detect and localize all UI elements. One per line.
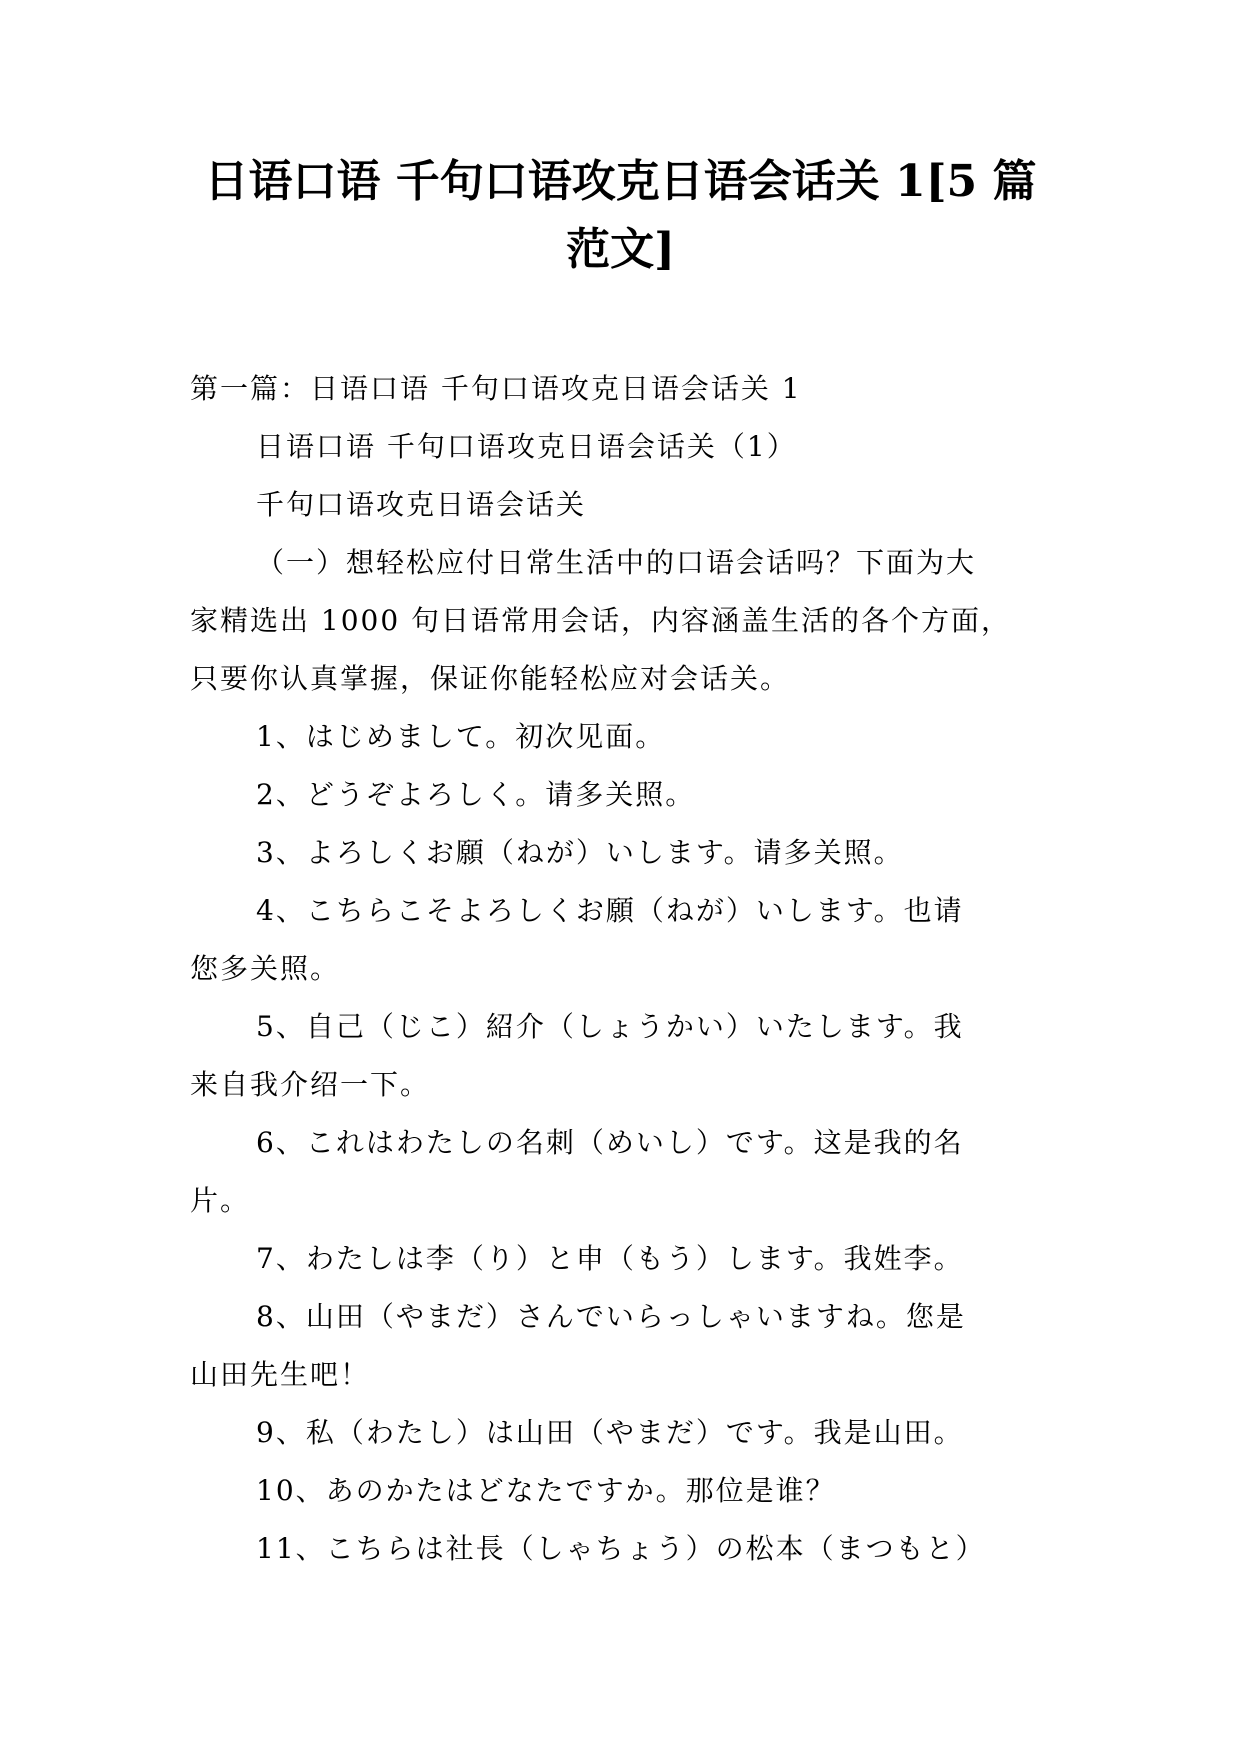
body-line-15: 片。 [190,1184,251,1217]
body-line-12: 5、自己（じこ）紹介（しょうかい）いたします。我 [256,1010,964,1043]
body-line-18: 山田先生吧！ [190,1358,371,1391]
body-line-10: 4、こちらこそよろしくお願（ねが）いします。也请 [256,894,964,927]
body-line-8: 2、どうぞよろしく。请多关照。 [256,778,696,811]
body-line-16: 7、わたしは李（り）と申（もう）します。我姓李。 [256,1242,964,1275]
body-line-6: 只要你认真掌握，保证你能轻松应对会话关。 [190,662,791,695]
body-line-5: 家精选出 1000 句日语常用会话，内容涵盖生活的各个方面， [190,604,1012,637]
body-line-1: 第一篇：日语口语 千句口语攻克日语会话关 1 [190,372,802,405]
body-line-3: 千句口语攻克日语会话关 [256,488,587,521]
body-line-20: 10、あのかたはどなたですか。那位是谁？ [256,1474,836,1507]
document-title-line-1: 日语口语 千句口语攻克日语会话关 1[5 篇 [204,156,1037,207]
body-line-13: 来自我介绍一下。 [190,1068,431,1101]
body-line-14: 6、これはわたしの名刺（めいし）です。这是我的名 [256,1126,964,1159]
body-line-19: 9、私（わたし）は山田（やまだ）です。我是山田。 [256,1416,964,1449]
body-line-17: 8、山田（やまだ）さんでいらっしゃいますね。您是 [256,1300,966,1333]
body-line-9: 3、よろしくお願（ねが）いします。请多关照。 [256,836,904,869]
body-line-2: 日语口语 千句口语攻克日语会话关（1） [256,430,797,463]
document-title-line-2: 范文] [566,224,675,275]
body-line-11: 您多关照。 [190,952,341,985]
body-line-21: 11、こちらは社長（しゃちょう）の松本（まつもと） [256,1532,986,1565]
body-line-7: 1、はじめまして。初次见面。 [256,720,666,753]
body-line-4: （一）想轻松应付日常生活中的口语会话吗？下面为大 [256,546,977,579]
